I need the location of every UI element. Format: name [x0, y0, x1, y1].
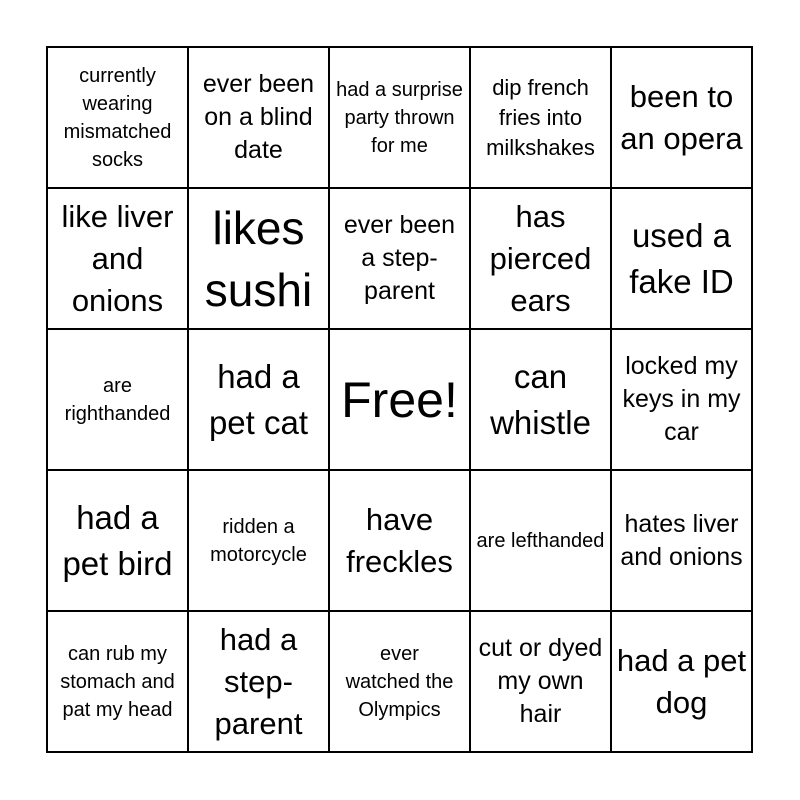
cell-text: can whistle	[490, 357, 591, 441]
cell-text: been to an opera	[620, 78, 743, 156]
free-space-text: Free!	[341, 371, 458, 428]
bingo-board	[46, 46, 753, 753]
bingo-cell[interactable]	[330, 471, 471, 612]
bingo-cell[interactable]	[189, 471, 330, 612]
cell-text: dip french fries into milkshakes	[486, 74, 595, 160]
bingo-cell[interactable]	[48, 612, 189, 753]
cell-text: have freckles	[346, 501, 453, 579]
cell-text: can rub my stomach and pat my head	[60, 642, 175, 721]
cell-text: locked my keys in my car	[622, 352, 741, 446]
cell-text: hates liver and onions	[620, 509, 743, 571]
cell-text: cut or dyed my own hair	[478, 634, 603, 728]
cell-text: like liver and onions	[61, 198, 174, 318]
bingo-cell[interactable]	[330, 612, 471, 753]
cell-text: ridden a motorcycle	[210, 515, 307, 566]
cell-text: had a step-parent	[214, 621, 303, 741]
bingo-cell[interactable]	[612, 48, 753, 189]
bingo-cell[interactable]	[48, 330, 189, 471]
cell-text: are righthanded	[64, 374, 171, 425]
bingo-cell[interactable]	[612, 189, 753, 330]
bingo-cell[interactable]	[48, 471, 189, 612]
bingo-cell[interactable]	[48, 189, 189, 330]
cell-text: has pierced ears	[489, 198, 592, 318]
cell-text: ever been on a blind date	[202, 70, 315, 164]
free-space-cell[interactable]	[330, 330, 471, 471]
bingo-cell[interactable]	[189, 330, 330, 471]
cell-text: had a pet bird	[62, 498, 173, 582]
bingo-cell[interactable]	[471, 330, 612, 471]
cell-text: used a fake ID	[629, 216, 734, 300]
cell-text: ever been a step-parent	[343, 211, 456, 305]
bingo-cell[interactable]	[612, 471, 753, 612]
cell-text: currently wearing mismatched socks	[63, 64, 172, 171]
bingo-cell[interactable]	[189, 189, 330, 330]
bingo-cell[interactable]	[471, 48, 612, 189]
bingo-cell[interactable]	[189, 48, 330, 189]
bingo-cell[interactable]	[330, 48, 471, 189]
cell-text: had a pet dog	[616, 642, 747, 720]
bingo-cell[interactable]	[471, 471, 612, 612]
cell-text: had a pet cat	[208, 357, 309, 441]
bingo-cell[interactable]	[612, 612, 753, 753]
bingo-cell[interactable]	[330, 189, 471, 330]
bingo-cell[interactable]	[612, 330, 753, 471]
cell-text: are lefthanded	[476, 529, 605, 552]
cell-text: ever watched the Olympics	[345, 642, 454, 721]
bingo-cell[interactable]	[471, 612, 612, 753]
bingo-cell[interactable]	[471, 189, 612, 330]
bingo-cell[interactable]	[48, 48, 189, 189]
cell-text: likes sushi	[204, 201, 313, 316]
cell-text: had a surprise party thrown for me	[336, 78, 463, 157]
bingo-cell[interactable]	[189, 612, 330, 753]
